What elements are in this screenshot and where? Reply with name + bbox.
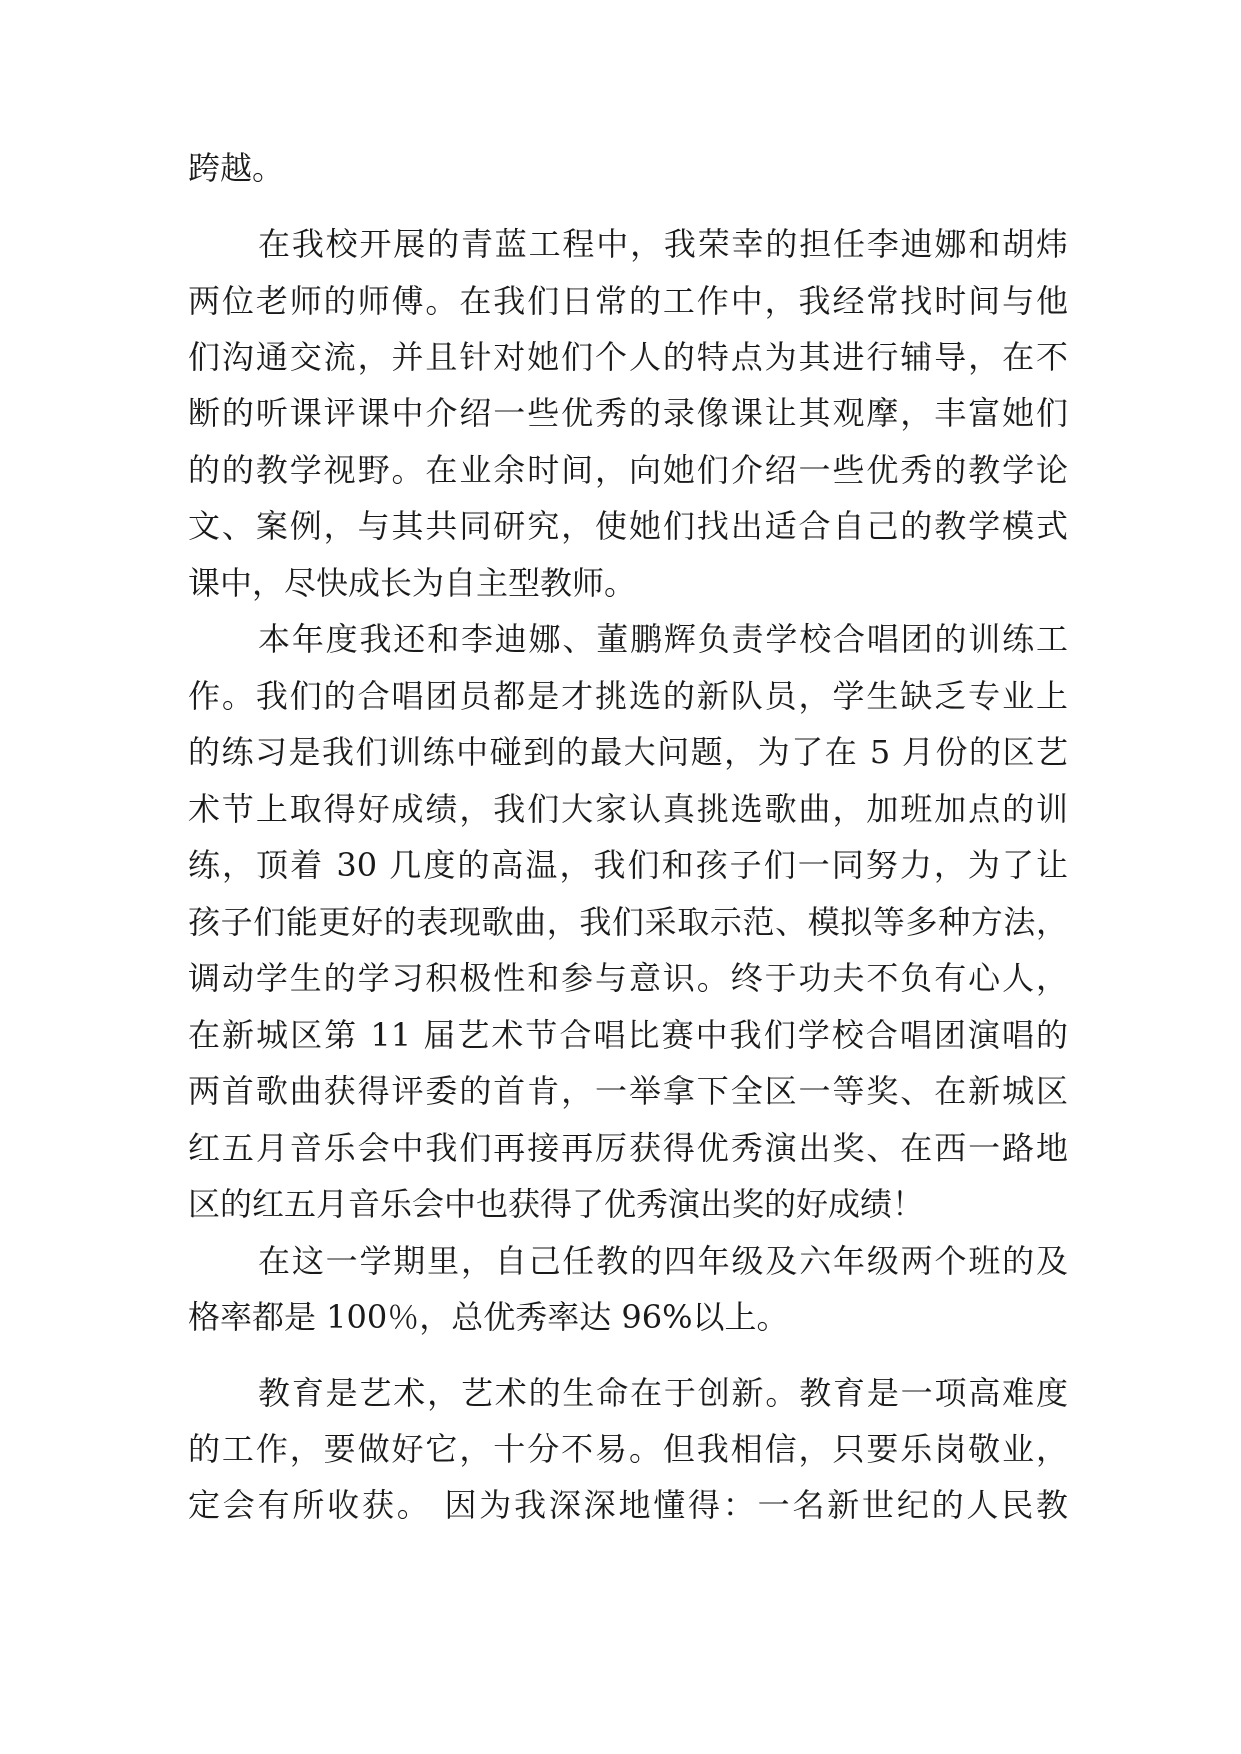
text-line: 格率都是 100％，总优秀率达 96%以上。 [188, 1298, 789, 1336]
text-line: 文、案例，与其共同研究，使她们找出适合自己的教学模式 [188, 507, 1068, 545]
text-line: 课中，尽快成长为自主型教师。 [188, 564, 637, 602]
text-line: 练，顶着 30 几度的高温，我们和孩子们一同努力，为了让 [188, 846, 1068, 884]
text-line: 们沟通交流，并且针对她们个人的特点为其进行辅导，在不 [188, 338, 1068, 376]
text-line: 的工作，要做好它，十分不易。但我相信，只要乐岗敬业， [188, 1430, 1068, 1468]
text-line: 的练习是我们训练中碰到的最大问题，为了在 5 月份的区艺 [188, 733, 1068, 771]
text-line: 孩子们能更好的表现歌曲，我们采取示范、模拟等多种方法， [188, 903, 1068, 941]
paragraph-first-line: 本年度我还和李迪娜、董鹏辉负责学校合唱团的训练工 [258, 620, 1068, 658]
text-line: 断的听课评课中介绍一些优秀的录像课让其观摩，丰富她们 [188, 394, 1068, 432]
text-line: 跨越。 [188, 149, 285, 187]
text-line: 作。我们的合唱团员都是才挑选的新队员，学生缺乏专业上 [188, 677, 1068, 715]
text-line: 调动学生的学习积极性和参与意识。终于功夫不负有心人， [188, 959, 1068, 997]
paragraph-first-line: 在我校开展的青蓝工程中，我荣幸的担任李迪娜和胡炜 [258, 225, 1068, 263]
text-line: 两首歌曲获得评委的首肯，一举拿下全区一等奖、在新城区 [188, 1072, 1068, 1110]
paragraph-first-line: 在这一学期里，自己任教的四年级及六年级两个班的及 [258, 1242, 1068, 1280]
text-line: 术节上取得好成绩，我们大家认真挑选歌曲，加班加点的训 [188, 790, 1068, 828]
paragraph-first-line: 教育是艺术，艺术的生命在于创新。教育是一项高难度 [258, 1374, 1068, 1412]
text-line: 的的教学视野。在业余时间，向她们介绍一些优秀的教学论 [188, 451, 1068, 489]
text-line: 两位老师的师傅。在我们日常的工作中，我经常找时间与他 [188, 282, 1068, 320]
text-line: 红五月音乐会中我们再接再厉获得优秀演出奖、在西一路地 [188, 1129, 1068, 1167]
text-line: 在新城区第 11 届艺术节合唱比赛中我们学校合唱团演唱的 [188, 1016, 1068, 1054]
text-line: 区的红五月音乐会中也获得了优秀演出奖的好成绩！ [188, 1185, 925, 1223]
text-line: 定会有所收获。 因为我深深地懂得：一名新世纪的人民教 [188, 1486, 1068, 1524]
